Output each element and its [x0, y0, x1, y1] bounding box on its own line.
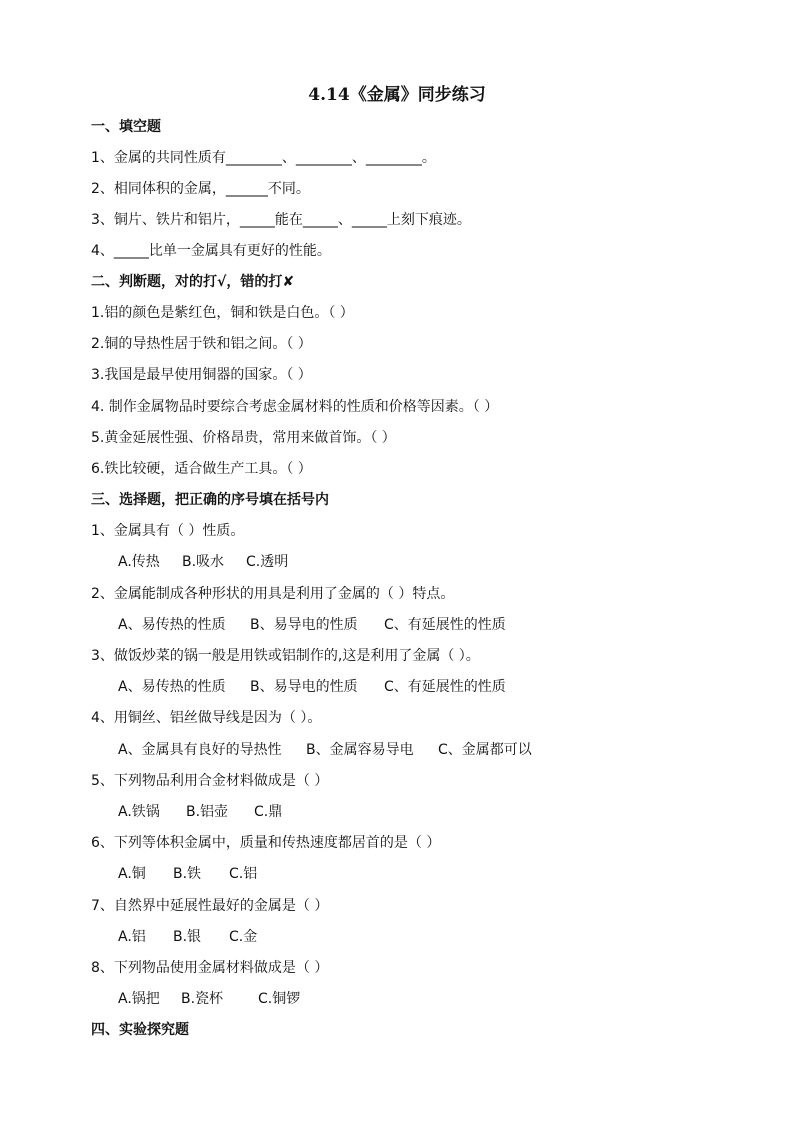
option-a: A.铜	[118, 866, 146, 882]
option-c: C、金属都可以	[438, 742, 532, 758]
judge-question-3: 3.我国是最早使用铜器的国家。（ ）	[91, 367, 312, 383]
option-c: C.铜锣	[258, 991, 301, 1007]
choice-question-2: 2、金属能制成各种形状的用具是利用了金属的（ ）特点。	[91, 586, 455, 602]
choice-question-8: 8、下列物品使用金属材料做成是（ ）	[91, 960, 329, 976]
option-a: A、易传热的性质	[118, 679, 226, 695]
option-a: A.铁锅	[118, 804, 160, 820]
option-a: A、易传热的性质	[118, 617, 226, 633]
choice-question-7: 7、自然界中延展性最好的金属是（ ）	[91, 898, 329, 914]
section-fill-heading: 一、填空题	[91, 119, 161, 135]
option-b: B.铝壶	[186, 804, 229, 820]
option-c: C.铝	[229, 866, 258, 882]
section-choice-heading: 三、选择题，把正确的序号填在括号内	[91, 492, 329, 508]
option-a: A.锅把	[118, 991, 160, 1007]
choice-options-3	[118, 676, 506, 696]
judge-question-1: 1.铝的颜色是紫红色，铜和铁是白色。（ ）	[91, 305, 354, 321]
option-a: A.传热	[118, 554, 160, 570]
choice-options-5	[118, 801, 282, 821]
option-b: B、金属容易导电	[306, 742, 414, 758]
option-c: C.透明	[246, 554, 289, 570]
fill-question-4: 4、_____比单一金属具有更好的性能。	[91, 243, 331, 259]
fill-question-3: 3、铜片、铁片和铝片，_____能在_____、_____上刻下痕迹。	[91, 212, 471, 228]
option-b: B.铁	[173, 866, 202, 882]
choice-options-2	[118, 614, 506, 634]
choice-question-3: 3、做饭炒菜的锅一般是用铁或铝制作的,这是利用了金属（ ）。	[91, 648, 480, 664]
option-b: B.瓷杯	[181, 991, 224, 1007]
choice-options-1	[118, 551, 288, 571]
option-c: C、有延展性的性质	[384, 617, 506, 633]
choice-question-5: 5、下列物品利用合金材料做成是（ ）	[91, 773, 329, 789]
judge-question-4: 4. 制作金属物品时要综合考虑金属材料的性质和价格等因素。（ ）	[91, 399, 499, 415]
option-a: A、金属具有良好的导热性	[118, 742, 282, 758]
choice-options-7	[118, 926, 257, 946]
choice-question-4: 4、用铜丝、铝丝做导线是因为（ ）。	[91, 710, 322, 726]
choice-options-4	[118, 739, 532, 759]
option-b: B.银	[173, 929, 202, 945]
choice-options-8	[118, 988, 300, 1008]
option-b: B.吸水	[182, 554, 225, 570]
fill-question-1: 1、金属的共同性质有________、________、________。	[91, 150, 436, 166]
judge-question-6: 6.铁比较硬，适合做生产工具。（ ）	[91, 461, 312, 477]
section-judge-heading: 二、判断题，对的打√，错的打✘	[91, 274, 295, 290]
section-experiment-heading: 四、实验探究题	[91, 1022, 189, 1038]
option-c: C、有延展性的性质	[384, 679, 506, 695]
choice-options-6	[118, 863, 257, 883]
fill-question-2: 2、相同体积的金属，______不同。	[91, 181, 310, 197]
option-c: C.金	[229, 929, 258, 945]
option-b: B、易导电的性质	[250, 617, 358, 633]
choice-question-6: 6、下列等体积金属中，质量和传热速度都居首的是（ ）	[91, 835, 441, 851]
option-b: B、易导电的性质	[250, 679, 358, 695]
judge-question-2: 2.铜的导热性居于铁和铝之间。（ ）	[91, 336, 312, 352]
judge-question-5: 5.黄金延展性强、价格昂贵，常用来做首饰。（ ）	[91, 430, 396, 446]
option-a: A.铝	[118, 929, 146, 945]
option-c: C.鼎	[254, 804, 283, 820]
page-title: 4.14《金属》同步练习	[308, 85, 486, 105]
choice-question-1: 1、金属具有（ ）性质。	[91, 523, 245, 539]
